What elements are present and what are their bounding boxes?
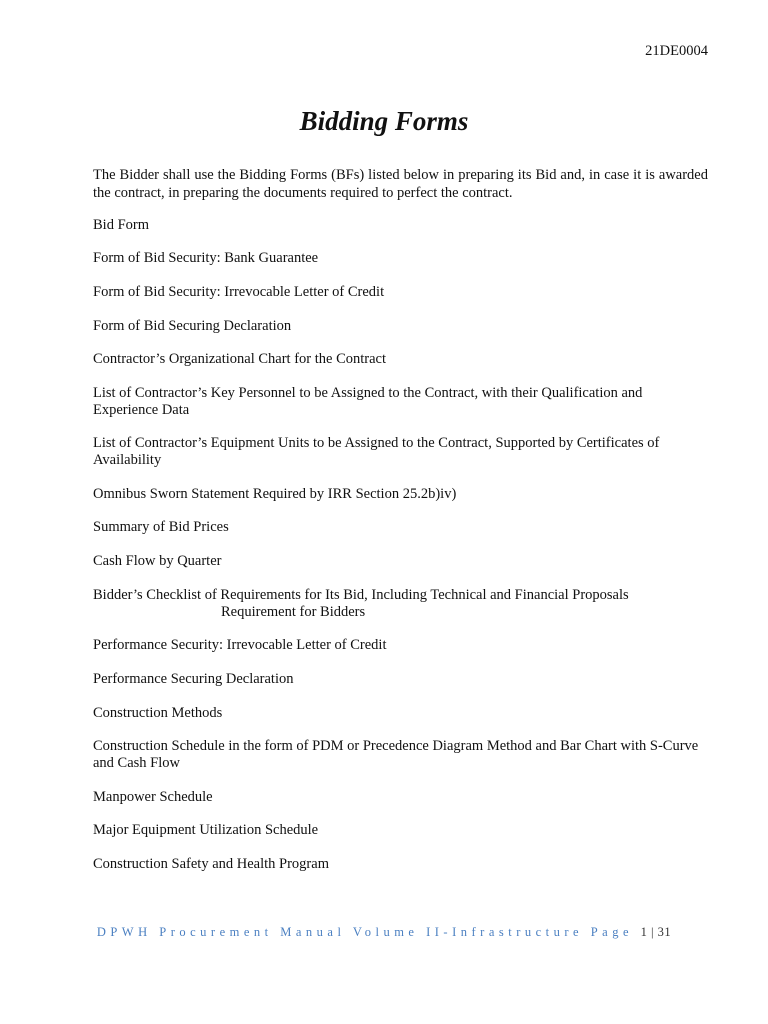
checklist-continuation: Requirement for Bidders xyxy=(221,604,366,620)
document-id: 21DE0004 xyxy=(645,43,708,59)
list-item: Summary of Bid Prices xyxy=(93,519,229,535)
list-item: Performance Securing Declaration xyxy=(93,671,294,687)
list-item: Construction Safety and Health Program xyxy=(93,856,329,872)
checklist-text: Bidder’s Checklist of Requirements for Its Bid, Including Technical and Financial Proposals xyxy=(93,587,629,603)
list-item: Form of Bid Securing Declaration xyxy=(93,318,292,334)
page-title: Bidding Forms xyxy=(299,106,469,136)
list-item: List of Contractor’s Key Personnel to be Assigned to the Contract, with their Qualification and Experience Data xyxy=(93,385,643,418)
list-item: Form of Bid Security: Bank Guarantee xyxy=(93,250,319,266)
list-item: Manpower Schedule xyxy=(93,789,213,805)
footer-text: DPWH Procurement Manual Volume II-Infrastructure Page xyxy=(96,925,634,939)
list-item-checklist xyxy=(93,587,708,621)
list-item: Bid Form xyxy=(93,217,149,233)
list-item: Performance Security: Irrevocable Letter of Credit xyxy=(93,637,387,653)
page-number: 1 | 31 xyxy=(640,925,672,939)
list-item: Construction Schedule in the form of PDM or Precedence Diagram Method and Bar Chart with S-Curve and Cash Flow xyxy=(93,738,699,771)
list-item: Contractor’s Organizational Chart for the Contract xyxy=(93,351,387,367)
intro-paragraph: The Bidder shall use the Bidding Forms (BFs) listed below in preparing its Bid and, in case it is awarded the contract, in preparing the documents required to perfect the contract. xyxy=(93,167,708,201)
list-item: Construction Methods xyxy=(93,705,223,721)
list-item: Form of Bid Security: Irrevocable Letter of Credit xyxy=(93,284,385,300)
list-item: Cash Flow by Quarter xyxy=(93,553,222,569)
list-item: List of Contractor’s Equipment Units to be Assigned to the Contract, Supported by Certificates of Availability xyxy=(93,435,660,468)
page-footer xyxy=(0,925,768,940)
list-item: Omnibus Sworn Statement Required by IRR Section 25.2b)iv) xyxy=(93,486,457,502)
list-item: Major Equipment Utilization Schedule xyxy=(93,822,319,838)
